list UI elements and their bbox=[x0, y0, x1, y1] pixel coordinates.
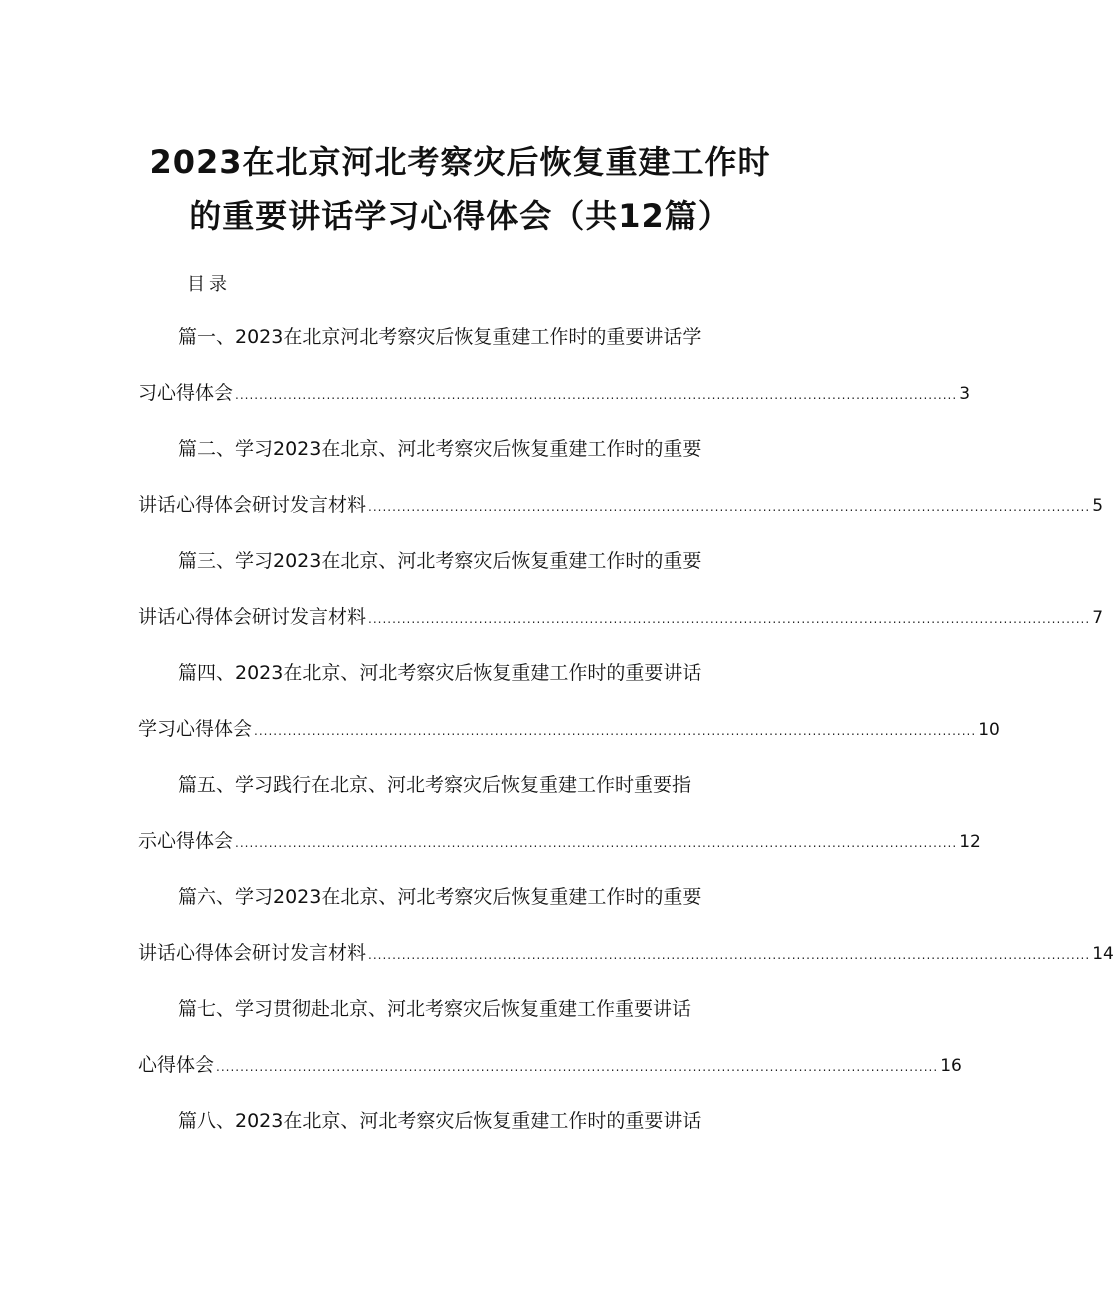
toc-leader-dots: ...................................................................................................................................................... bbox=[235, 388, 958, 402]
toc-leader-dots: ...................................................................................................................................................... bbox=[368, 500, 1091, 514]
toc-leader-dots: ...................................................................................................................................................... bbox=[368, 612, 1091, 626]
toc-page-number: 10 bbox=[978, 720, 1000, 740]
toc-entry-title: 篇七、学习贯彻赴北京、河北考察灾后恢复重建工作重要讲话 bbox=[178, 998, 692, 1020]
toc-entry-title-continued: 学习心得体会 bbox=[138, 718, 253, 740]
title-line-1: 2023在北京河北考察灾后恢复重建工作时 bbox=[149, 143, 771, 181]
toc-leader-dots: ...................................................................................................................................................... bbox=[235, 836, 958, 850]
toc-entry-title-continued: 讲话心得体会研讨发言材料 bbox=[138, 942, 367, 964]
toc-leader-dots: ...................................................................................................................................................... bbox=[368, 948, 1091, 962]
toc-leader-dots: ...................................................................................................................................................... bbox=[216, 1060, 939, 1074]
toc-entry-title: 篇四、2023在北京、河北考察灾后恢复重建工作时的重要讲话 bbox=[178, 662, 702, 684]
toc-entry-title: 篇一、2023在北京河北考察灾后恢复重建工作时的重要讲话学 bbox=[178, 326, 702, 348]
toc-entry-title: 篇六、学习2023在北京、河北考察灾后恢复重建工作时的重要 bbox=[178, 886, 702, 908]
toc-entry-title: 篇八、2023在北京、河北考察灾后恢复重建工作时的重要讲话 bbox=[178, 1110, 702, 1132]
toc-page-number: 5 bbox=[1092, 496, 1104, 516]
toc-leader-dots: ...................................................................................................................................................... bbox=[254, 724, 977, 738]
toc-page-number: 12 bbox=[959, 832, 981, 852]
toc-entry-title-continued: 心得体会 bbox=[138, 1054, 215, 1076]
toc-page-number: 14 bbox=[1092, 944, 1114, 964]
toc-entry-title-continued: 讲话心得体会研讨发言材料 bbox=[138, 494, 367, 516]
toc-page-number: 7 bbox=[1092, 608, 1104, 628]
toc-page-number: 16 bbox=[940, 1056, 962, 1076]
toc-entry-title: 篇五、学习践行在北京、河北考察灾后恢复重建工作时重要指 bbox=[178, 774, 692, 796]
title-line-2: 的重要讲话学习心得体会（共12篇） bbox=[189, 197, 731, 235]
toc-entry-title: 篇二、学习2023在北京、河北考察灾后恢复重建工作时的重要 bbox=[178, 438, 702, 460]
toc-heading: 目录 bbox=[187, 274, 231, 295]
toc-entry-title-continued: 示心得体会 bbox=[138, 830, 234, 852]
toc-entry-title: 篇三、学习2023在北京、河北考察灾后恢复重建工作时的重要 bbox=[178, 550, 702, 572]
toc-page-number: 3 bbox=[959, 384, 971, 404]
toc-entry-title-continued: 讲话心得体会研讨发言材料 bbox=[138, 606, 367, 628]
toc-entry-title-continued: 习心得体会 bbox=[138, 382, 234, 404]
